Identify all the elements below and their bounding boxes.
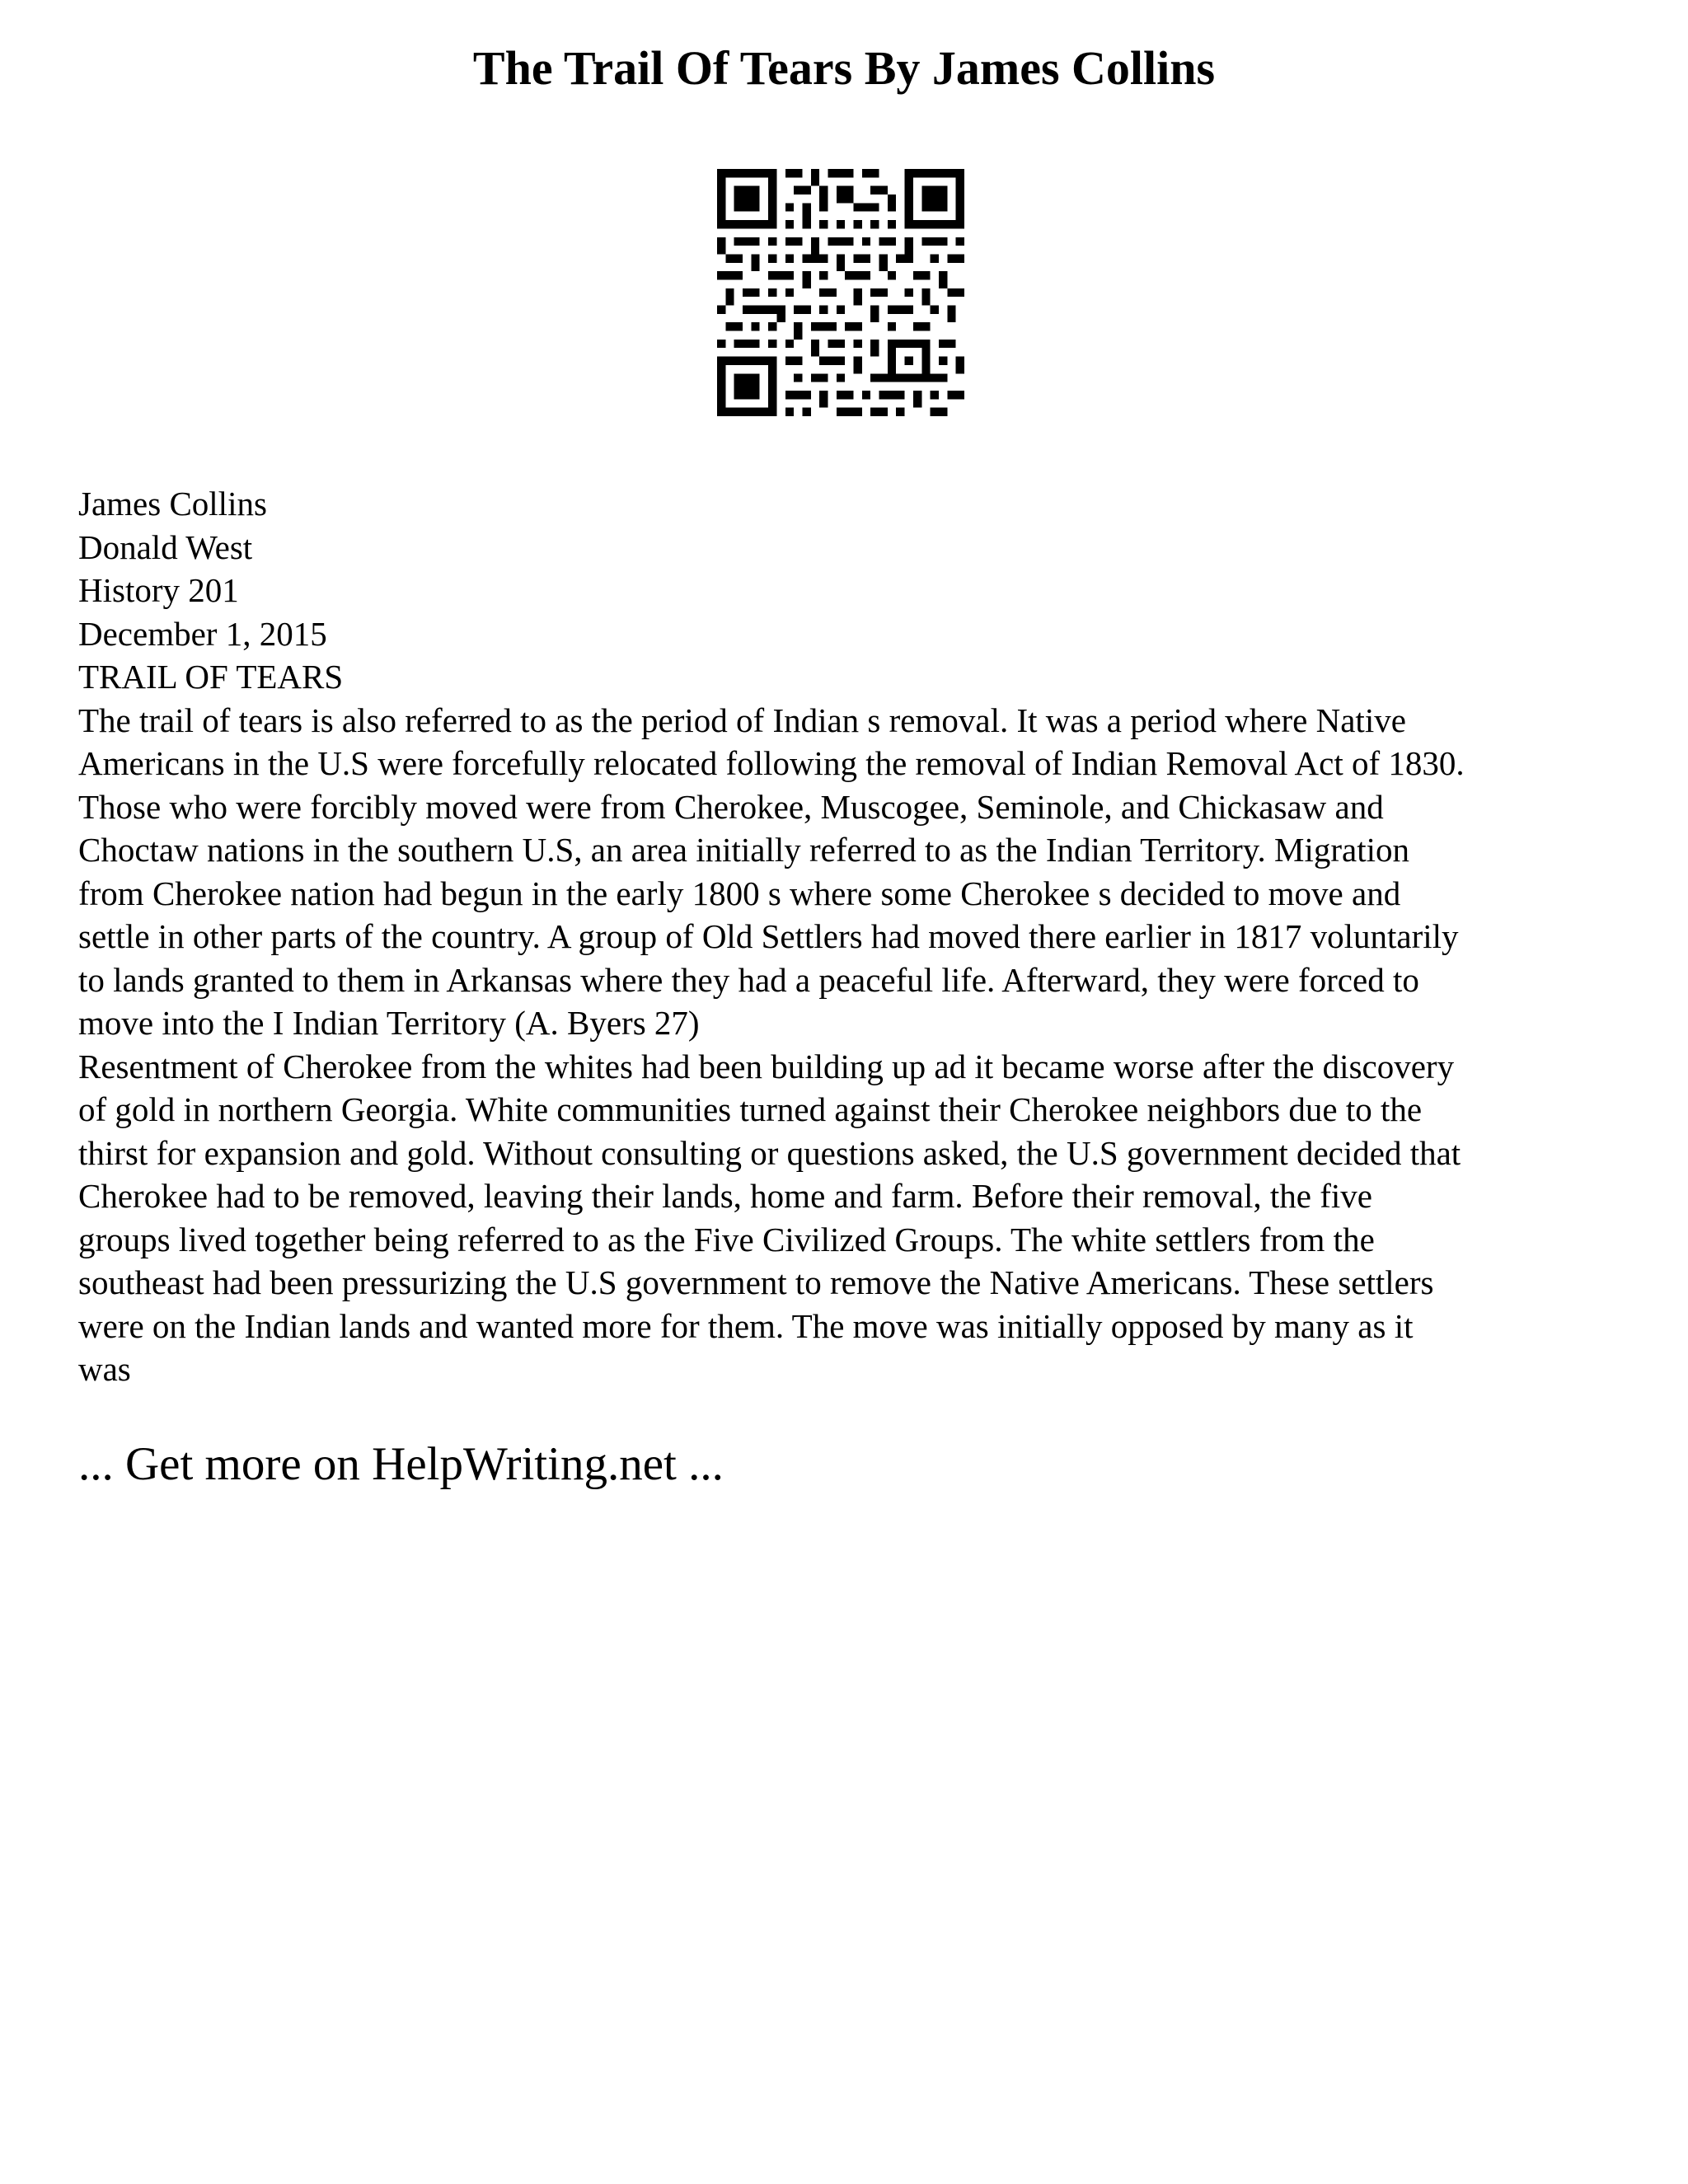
paragraph-1-line: Choctaw nations in the southern U.S, an area initially referred to as the Indian Territory. Migration — [78, 831, 1410, 869]
paragraph-2-line: thirst for expansion and gold. Without consulting or questions asked, the U.S government decided that — [78, 1133, 1461, 1172]
essay-heading: TRAIL OF TEARS — [78, 658, 344, 696]
paragraph-2-line: groups lived together being referred to as the Five Civilized Groups. The white settlers from the — [78, 1220, 1375, 1258]
paragraph-1-line: to lands granted to them in Arkansas where they had a peaceful life. Afterward, they were forced to — [78, 960, 1419, 999]
essay-date: December 1, 2015 — [78, 614, 327, 653]
course-name: History 201 — [78, 571, 239, 609]
get-more-text: ... Get more on HelpWriting.net ... — [78, 1438, 724, 1490]
paragraph-2-line: were on the Indian lands and wanted more for them. The move was initially opposed by many as it — [78, 1306, 1414, 1345]
qr-code-graphic — [717, 169, 964, 416]
qr-code-icon — [717, 169, 964, 416]
instructor-name: Donald West — [78, 527, 253, 566]
paragraph-1-line: The trail of tears is also referred to as the period of Indian s removal. It was a period where Native — [78, 701, 1406, 739]
paragraph-1-line: settle in other parts of the country. A group of Old Settlers had moved there earlier in 1817 voluntarily — [78, 917, 1459, 955]
paragraph-2-line: was — [78, 1350, 131, 1388]
paragraph-2-line: Cherokee had to be removed, leaving their lands, home and farm. Before their removal, the five — [78, 1177, 1372, 1215]
document-title: The Trail Of Tears By James Collins — [472, 41, 1216, 95]
paragraph-1-line: Americans in the U.S were forcefully relocated following the removal of Indian Removal Act of 1830. — [78, 744, 1465, 782]
paragraph-2-line: of gold in northern Georgia. White communities turned against their Cherokee neighbors due to the — [78, 1090, 1423, 1128]
paragraph-2-line: southeast had been pressurizing the U.S government to remove the Native Americans. These settlers — [78, 1263, 1434, 1301]
paragraph-1-line: Those who were forcibly moved were from Cherokee, Muscogee, Seminole, and Chickasaw and — [78, 787, 1384, 826]
paragraph-2-line: Resentment of Cherokee from the whites had been building up ad it became worse after the discovery — [78, 1047, 1455, 1085]
document-body — [78, 482, 1628, 1391]
paragraph-1-line: from Cherokee nation had begun in the early 1800 s where some Cherokee s decided to move and — [78, 874, 1401, 912]
author-name: James Collins — [78, 485, 267, 523]
paragraph-1-line: move into the I Indian Territory (A. Byers 27) — [78, 1004, 700, 1042]
